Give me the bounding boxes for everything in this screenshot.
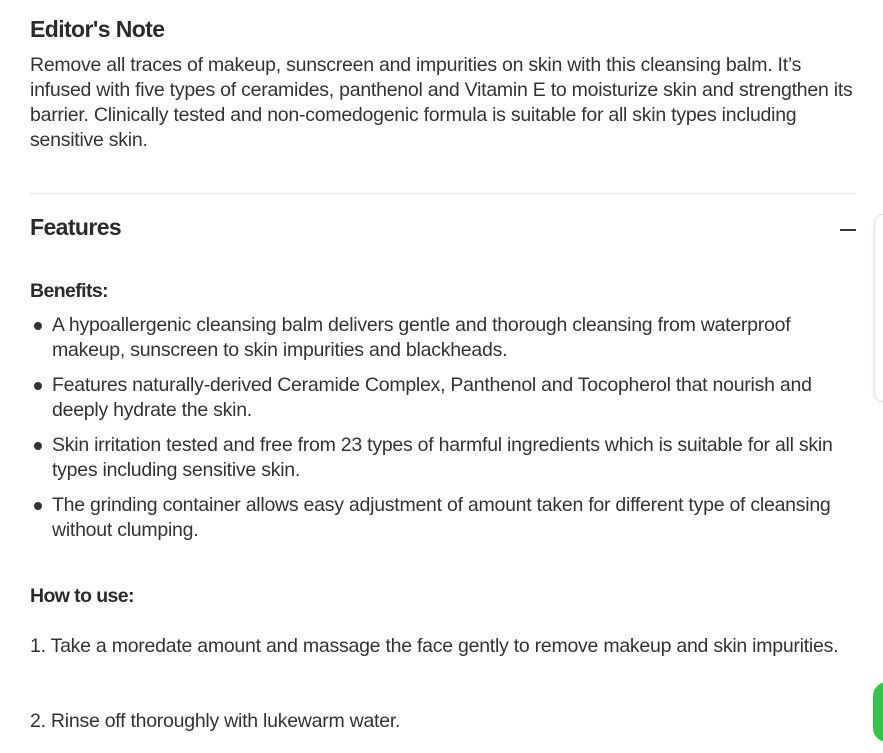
section-divider [30,193,856,194]
list-item [30,373,856,423]
editors-note-body: Remove all traces of makeup, sunscreen and impurities on skin with this cleansing balm. It’s infused with five types of ceramides, panthenol and Vitamin E to moisturize skin and strengthen its barrier. Clinically tested and non-comedogenic formula is suitable for all skin types including sensitive skin. [30,54,853,151]
benefit-text: Features naturally-derived Ceramide Complex, Panthenol and Tocopherol that nourish and deeply hydrate the skin. [52,374,812,421]
chat-widget-button[interactable] [873,682,883,742]
benefits-heading: Benefits: [30,280,109,302]
editors-note-heading: Editor's Note [30,16,165,42]
how-to-use-step: 1. Take a moredate amount and massage the face gently to remove makeup and skin impurities. [30,635,839,657]
features-accordion-header[interactable] [30,214,856,246]
features-heading: Features [30,214,122,240]
how-to-use-step: 2. Rinse off thoroughly with lukewarm water. [30,710,401,732]
list-item [30,313,856,363]
benefit-text: Skin irritation tested and free from 23 types of harmful ingredients which is suitable for all skin types including sensitive skin. [52,434,833,481]
list-item [30,433,856,483]
side-scroll-panel[interactable] [874,214,883,402]
benefit-text: A hypoallergenic cleansing balm delivers gentle and thorough cleansing from waterproof makeup, sunscreen to skin impurities and blackheads. [52,314,791,361]
minus-icon[interactable] [840,229,856,231]
bullet-icon [34,442,42,450]
bullet-icon [34,382,42,390]
list-item [30,493,856,543]
how-to-use-heading: How to use: [30,585,134,607]
bullet-icon [34,502,42,510]
benefits-list [30,313,856,553]
benefit-text: The grinding container allows easy adjustment of amount taken for different type of cleansing without clumping. [52,494,831,541]
bullet-icon [34,322,42,330]
